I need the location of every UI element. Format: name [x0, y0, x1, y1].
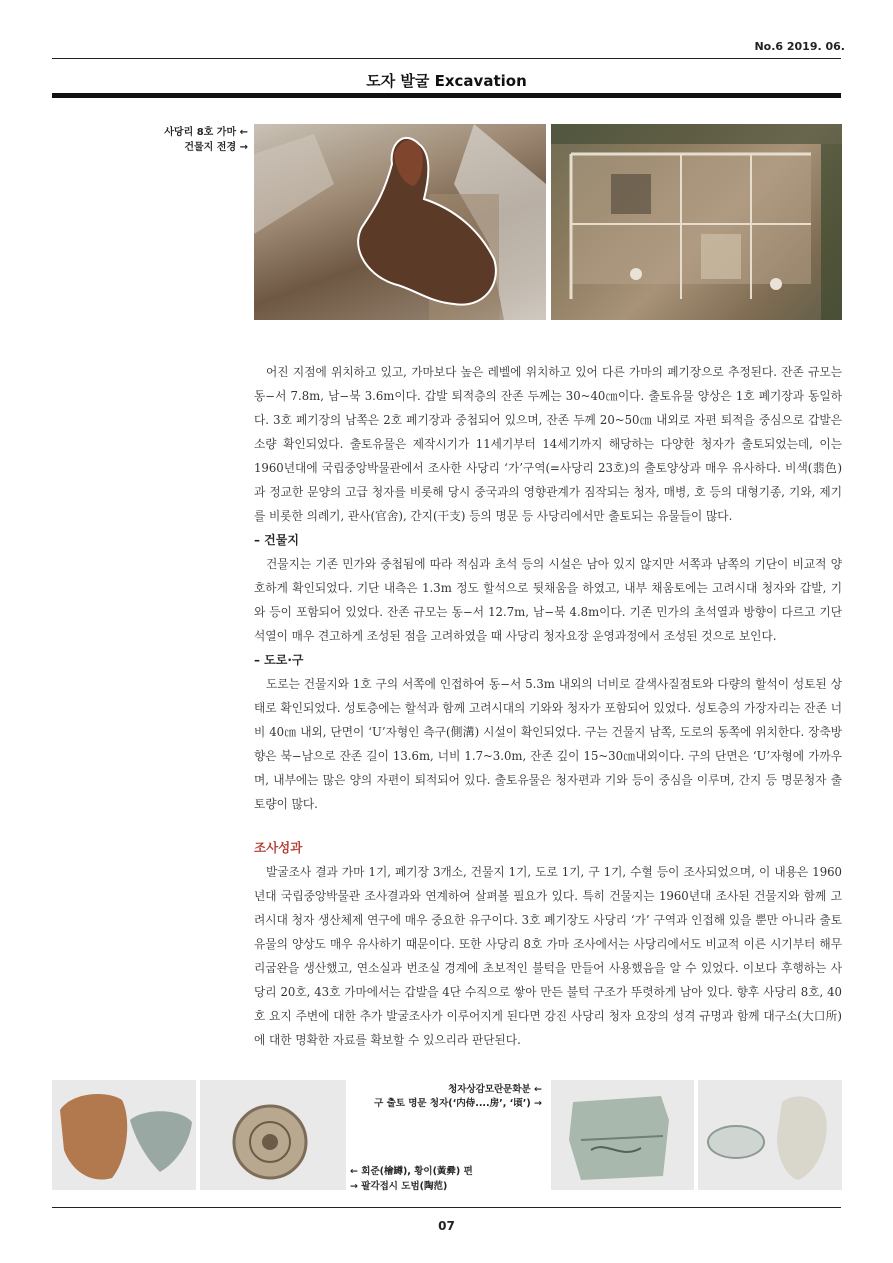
artifact-photo-inscribed-celadon: [698, 1080, 842, 1190]
caption-hoejun-hwangi: ← 회준(檜罇), 황이(黃彛) 편: [350, 1166, 473, 1177]
subheading-road-ditch: – 도로·구: [254, 653, 304, 667]
paragraph-results: 발굴조사 결과 가마 1기, 폐기장 3개소, 건물지 1기, 도로 1기, 구 1기, 수혈 등이 조사되었으며, 이 내용은 1960년대 국립중앙박물관 조사결과와 연계하여 살펴볼 필요가 있다. 특히 건물지는 1960년대 조사된 건물지와 함께 고려시대 청자 생산체제 연구에 매우 중요한 유구이다. 3호 폐기장도 사당리 ‘가’ 구역과 인접해 있을 뿐만 아니라 출토유물의 양상도 매우 유사하기 때문이다. 또한 사당리 8호 가마 조사에서는 사당리에서도 비교적 이른 시기부터 해무리굽완을 생산했고, 연소실과 번조실 경계에 초보적인 불턱을 만들어 사용했음을 알 수 있었다. 이보다 후행하는 사당리 20호, 43호 가마에서는 갑발을 4단 수직으로 쌓아 만든 불턱 구조가 뚜렷하게 남아 있다. 향후 사당리 8호, 40호 요지 주변에 대한 추가 발굴조사가 이루어지게 된다면 강진 사당리 청자 요장의 성격 규명과 함께 대구소(大口所)에 대한 명확한 자료를 확보할 수 있으리라 판단된다.: [254, 865, 842, 1047]
issue-date: No.6 2019. 06.: [754, 40, 845, 53]
caption-peony-vase: 청자상감모란문화분 ←: [448, 1084, 542, 1095]
bottom-caption-left: [350, 1164, 550, 1194]
top-photo-caption: [140, 125, 248, 155]
paragraph-waste-site: 어진 지점에 위치하고 있고, 가마보다 높은 레벨에 위치하고 있어 다른 가마의 폐기장으로 추정된다. 잔존 규모는 동−서 7.8m, 남−북 3.6m이다. 갑발 퇴적층의 잔존 두께는 30~40㎝이다. 출토유물 양상은 1호 폐기장과 동일하다. 3호 폐기장의 남쪽은 2호 폐기장과 중첩되어 있으며, 잔존 두께 20~50㎝ 내외로 자편 퇴적을 중심으로 갑발은 소량 확인되었다. 출토유물은 제작시기가 11세기부터 14세기까지 해당하는 다양한 청자가 출토되었는데, 이는 1960년대에 국립중앙박물관에서 조사한 사당리 ‘가’구역(=사당리 23호)의 출토양상과 매우 유사하다. 비색(翡色)과 정교한 문양의 고급 청자를 비롯해 당시 중국과의 영향관계가 짐작되는 청자, 매병, 호 등의 대형기종, 기와, 제기를 비롯한 의례기, 관사(官舍), 간지(干支) 등의 명문 등 사당리에서만 출토되는 유물들이 많다.: [254, 365, 842, 523]
kiln-photo: [254, 124, 546, 320]
caption-inscribed-celadon: 구 출토 명문 청자(‘内侍....房’, ‘頃’) →: [374, 1098, 542, 1109]
artifact-photo-celadon-pot: [551, 1080, 694, 1190]
artifact-photo-mold: [200, 1080, 346, 1190]
header-rule: [52, 58, 841, 59]
article-body: [254, 360, 842, 1052]
caption-building: 건물지 전경 →: [184, 142, 248, 153]
bottom-caption-right: [350, 1083, 542, 1111]
results-heading: 조사성과: [254, 840, 303, 855]
artifact-photo-jar-shards: [52, 1080, 196, 1190]
building-site-photo: [551, 124, 842, 320]
paragraph-road-ditch: 도로는 건물지와 1호 구의 서쪽에 인접하여 동−서 5.3m 내외의 너비로 갈색사질점토와 다량의 할석이 성토된 상태로 확인되었다. 성토층에는 할석과 함께 고려시대의 기와와 청자가 포함되어 있었다. 성토층의 가장자리는 잔존 너비 40㎝ 내외, 단면이 ‘U’자형인 측구(側溝) 시설이 확인되었다. 구는 건물지 남쪽, 도로의 동쪽에 위치한다. 장축방향은 북−남으로 잔존 길이 13.6m, 너비 1.7~3.0m, 잔존 깊이 15~30㎝내외이다. 구의 단면은 ‘U’자형에 가까우며, 내부에는 많은 양의 자편이 퇴적되어 있다. 출토유물은 청자편과 기와 등이 중심을 이루며, 간지 등 명문청자 출토량이 많다.: [254, 677, 842, 811]
subheading-building: – 건물지: [254, 533, 299, 547]
title-rule: [52, 93, 841, 98]
paragraph-building: 건물지는 기존 민가와 중첩됨에 따라 적심과 초석 등의 시설은 남아 있지 않지만 서쪽과 남쪽의 기단이 비교적 양호하게 확인되었다. 기단 내측은 1.3m 정도 할석으로 뒷채움을 하였고, 내부 채움토에는 고려시대 청자와 갑발, 기와 등이 포함되어 있었다. 잔존 규모는 동−서 12.7m, 남−북 4.8m이다. 기존 민가의 초석열과 방향이 다르고 기단석열이 매우 견고하게 조성된 점을 고려하였을 때 사당리 청자요장 운영과정에서 조성된 것으로 보인다.: [254, 557, 842, 643]
caption-octagonal-mold: → 팔각접시 도범(陶范): [350, 1181, 448, 1192]
caption-kiln: 사당리 8호 가마 ←: [164, 127, 248, 138]
footer-rule: [52, 1207, 841, 1208]
page-number: 07: [438, 1219, 455, 1233]
section-title: 도자 발굴 Excavation: [366, 72, 527, 90]
